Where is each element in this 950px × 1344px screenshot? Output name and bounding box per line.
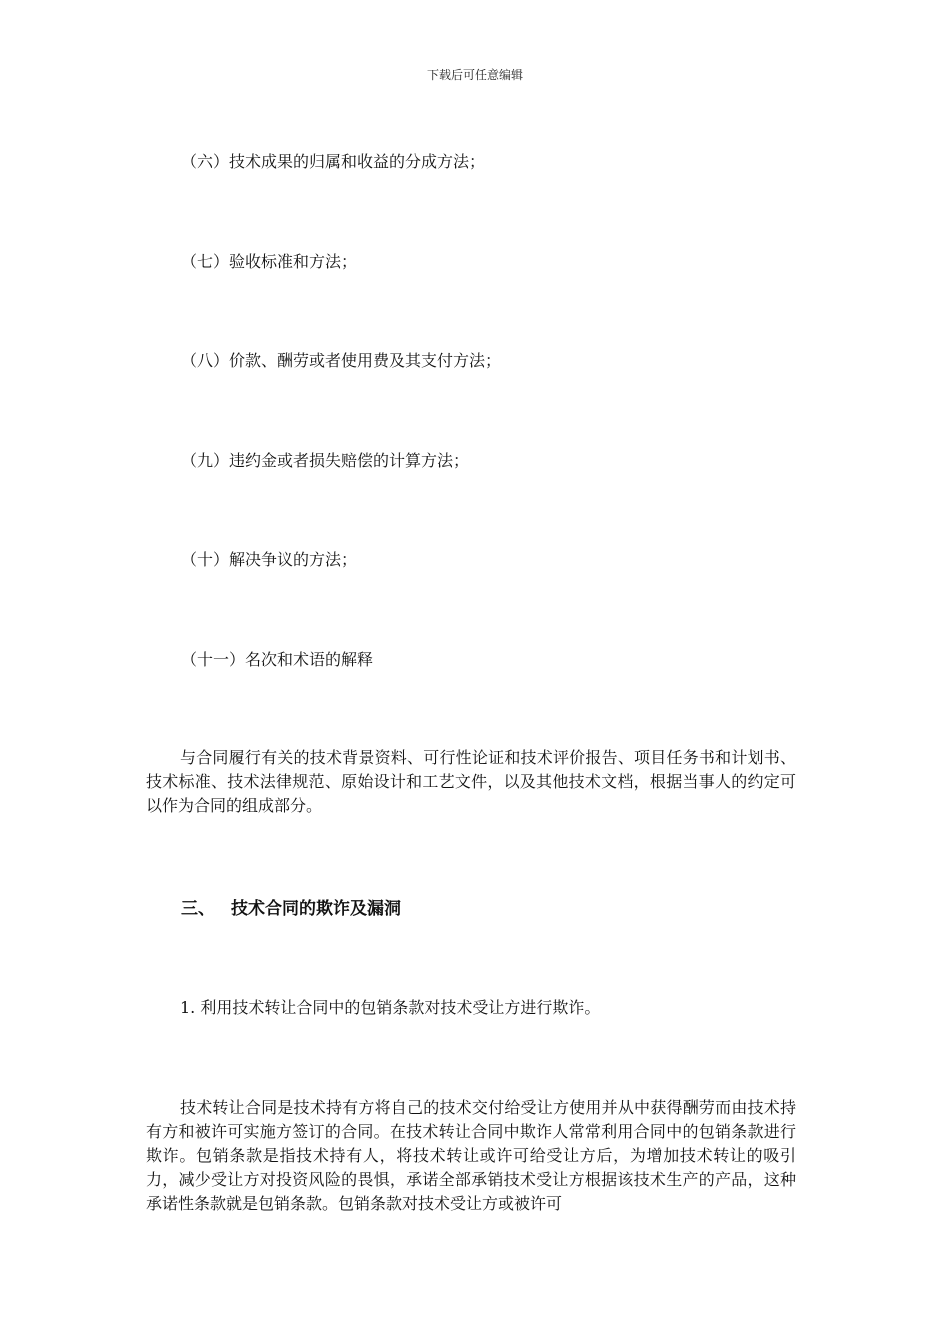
list-item-10: （十）解决争议的方法； <box>181 550 358 569</box>
page-header: 下载后可任意编辑 <box>426 68 523 82</box>
list-item-9: （九）违约金或者损失赔偿的计算方法； <box>181 451 470 470</box>
subsection-heading-1: 1. 利用技术转让合同中的包销条款对技术受让方进行欺诈。 <box>180 998 601 1017</box>
section-heading <box>181 898 401 920</box>
section-title: 技术合同的欺诈及漏洞 <box>231 899 401 919</box>
body-paragraph-2: 技术转让合同是技术持有方将自己的技术交付给受让方使用并从中获得酬劳而由技术持有方和被许可实施方签订的合同。在技术转让合同中欺诈人常常利用合同中的包销条款进行欺诈。包销条款是指技术持有人，将技术转让或许可给受让方后，为增加技术转让的吸引力，减少受让方对投资风险的畏惧，承诺全部承销技术受让方根据该技术生产的产品，这种承诺性条款就是包销条款。包销条款对技术受让方或被许可 <box>146 1098 796 1213</box>
section-number: 三、 <box>181 899 215 919</box>
list-item-6: （六）技术成果的归属和收益的分成方法； <box>181 152 486 171</box>
list-item-8: （八）价款、酬劳或者使用费及其支付方法； <box>181 351 502 370</box>
list-item-7: （七）验收标准和方法； <box>181 252 358 271</box>
list-item-11: （十一）名次和术语的解释 <box>181 650 374 669</box>
body-paragraph-1: 与合同履行有关的技术背景资料、可行性论证和技术评价报告、项目任务书和计划书、技术标准、技术法律规范、原始设计和工艺文件，以及其他技术文档，根据当事人的约定可以作为合同的组成部分。 <box>146 748 796 815</box>
